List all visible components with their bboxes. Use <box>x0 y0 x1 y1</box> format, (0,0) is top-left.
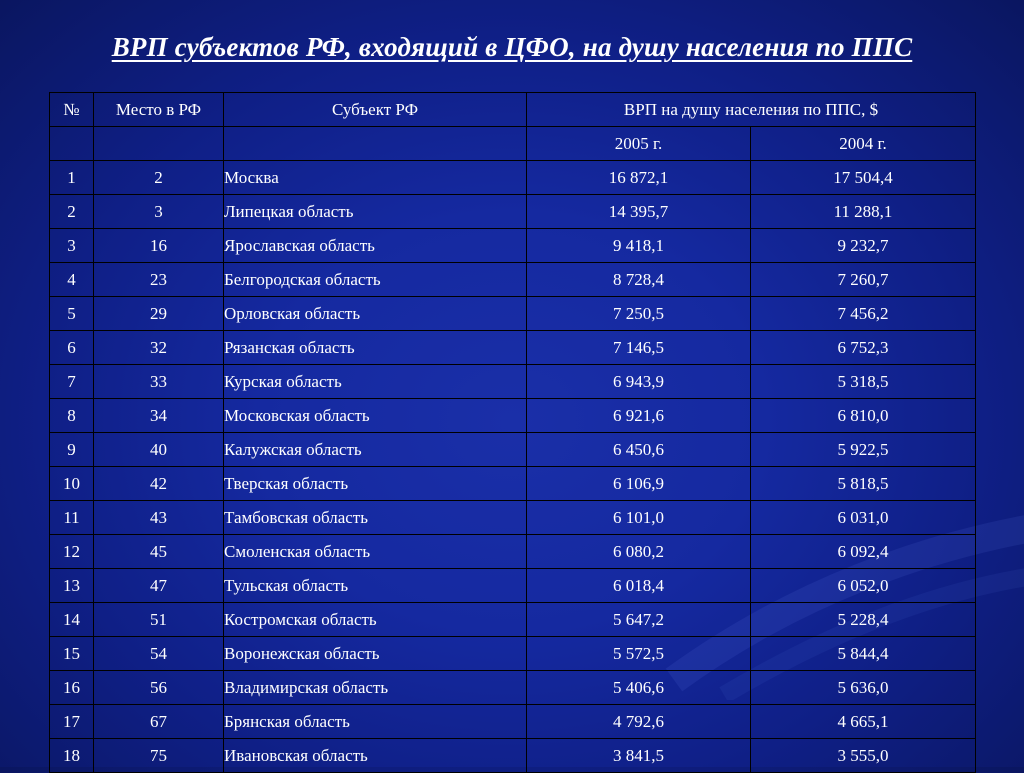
cell-grp-2004: 6 052,0 <box>751 569 976 603</box>
table-row <box>50 705 976 739</box>
cell-rank: 23 <box>94 263 224 297</box>
header-grp: ВРП на душу населения по ППС, $ <box>527 93 976 127</box>
cell-rank: 33 <box>94 365 224 399</box>
cell-num: 4 <box>50 263 94 297</box>
cell-rank: 75 <box>94 739 224 773</box>
cell-grp-2005: 6 018,4 <box>527 569 751 603</box>
cell-num: 14 <box>50 603 94 637</box>
cell-grp-2004: 6 031,0 <box>751 501 976 535</box>
cell-grp-2005: 16 872,1 <box>527 161 751 195</box>
cell-grp-2005: 9 418,1 <box>527 229 751 263</box>
table-row <box>50 331 976 365</box>
cell-subject: Тульская область <box>224 569 527 603</box>
cell-subject: Московская область <box>224 399 527 433</box>
table-row <box>50 637 976 671</box>
table-row <box>50 229 976 263</box>
cell-num: 11 <box>50 501 94 535</box>
cell-grp-2004: 7 260,7 <box>751 263 976 297</box>
cell-num: 2 <box>50 195 94 229</box>
cell-num: 16 <box>50 671 94 705</box>
table-row <box>50 467 976 501</box>
cell-grp-2005: 6 106,9 <box>527 467 751 501</box>
cell-rank: 40 <box>94 433 224 467</box>
cell-grp-2004: 6 752,3 <box>751 331 976 365</box>
cell-grp-2005: 5 572,5 <box>527 637 751 671</box>
cell-grp-2004: 17 504,4 <box>751 161 976 195</box>
cell-subject: Рязанская область <box>224 331 527 365</box>
cell-subject: Калужская область <box>224 433 527 467</box>
cell-grp-2005: 6 080,2 <box>527 535 751 569</box>
grp-table <box>49 92 976 773</box>
header-row <box>50 93 976 127</box>
cell-grp-2004: 5 818,5 <box>751 467 976 501</box>
cell-rank: 51 <box>94 603 224 637</box>
cell-rank: 56 <box>94 671 224 705</box>
header-year-2005: 2005 г. <box>527 127 751 161</box>
table-row <box>50 263 976 297</box>
cell-grp-2005: 8 728,4 <box>527 263 751 297</box>
cell-grp-2005: 14 395,7 <box>527 195 751 229</box>
header-blank-num <box>50 127 94 161</box>
table-row <box>50 603 976 637</box>
cell-subject: Курская область <box>224 365 527 399</box>
cell-grp-2004: 6 810,0 <box>751 399 976 433</box>
cell-grp-2005: 6 101,0 <box>527 501 751 535</box>
cell-rank: 54 <box>94 637 224 671</box>
cell-subject: Ивановская область <box>224 739 527 773</box>
cell-grp-2005: 6 943,9 <box>527 365 751 399</box>
cell-grp-2005: 3 841,5 <box>527 739 751 773</box>
table-row <box>50 161 976 195</box>
table-row <box>50 569 976 603</box>
header-num: № <box>50 93 94 127</box>
cell-rank: 45 <box>94 535 224 569</box>
header-subject: Субъект РФ <box>224 93 527 127</box>
header-rank: Место в РФ <box>94 93 224 127</box>
header-blank-rank <box>94 127 224 161</box>
table-row <box>50 671 976 705</box>
cell-rank: 34 <box>94 399 224 433</box>
header-blank-subject <box>224 127 527 161</box>
cell-grp-2004: 5 922,5 <box>751 433 976 467</box>
cell-subject: Смоленская область <box>224 535 527 569</box>
cell-rank: 3 <box>94 195 224 229</box>
cell-num: 15 <box>50 637 94 671</box>
cell-grp-2004: 9 232,7 <box>751 229 976 263</box>
cell-rank: 2 <box>94 161 224 195</box>
cell-grp-2004: 7 456,2 <box>751 297 976 331</box>
slide-title: ВРП субъектов РФ, входящий в ЦФО, на душу населения по ППС <box>111 32 913 62</box>
table-row <box>50 501 976 535</box>
cell-num: 9 <box>50 433 94 467</box>
cell-num: 5 <box>50 297 94 331</box>
header-year-2004: 2004 г. <box>751 127 976 161</box>
cell-num: 13 <box>50 569 94 603</box>
cell-num: 12 <box>50 535 94 569</box>
cell-grp-2005: 6 921,6 <box>527 399 751 433</box>
cell-subject: Белгородская область <box>224 263 527 297</box>
table-row <box>50 433 976 467</box>
cell-subject: Москва <box>224 161 527 195</box>
cell-rank: 43 <box>94 501 224 535</box>
cell-subject: Ярославская область <box>224 229 527 263</box>
cell-subject: Орловская область <box>224 297 527 331</box>
cell-rank: 47 <box>94 569 224 603</box>
cell-num: 1 <box>50 161 94 195</box>
cell-subject: Тамбовская область <box>224 501 527 535</box>
table-row <box>50 535 976 569</box>
cell-rank: 32 <box>94 331 224 365</box>
cell-grp-2004: 11 288,1 <box>751 195 976 229</box>
table-row <box>50 195 976 229</box>
cell-grp-2004: 5 636,0 <box>751 671 976 705</box>
cell-grp-2004: 4 665,1 <box>751 705 976 739</box>
cell-rank: 42 <box>94 467 224 501</box>
cell-num: 7 <box>50 365 94 399</box>
cell-num: 3 <box>50 229 94 263</box>
cell-num: 6 <box>50 331 94 365</box>
cell-grp-2005: 7 250,5 <box>527 297 751 331</box>
table-row <box>50 297 976 331</box>
header-years-row <box>50 127 976 161</box>
cell-grp-2004: 5 228,4 <box>751 603 976 637</box>
cell-num: 18 <box>50 739 94 773</box>
cell-subject: Воронежская область <box>224 637 527 671</box>
table-row <box>50 739 976 773</box>
cell-num: 10 <box>50 467 94 501</box>
cell-rank: 16 <box>94 229 224 263</box>
cell-subject: Костромская область <box>224 603 527 637</box>
cell-grp-2005: 6 450,6 <box>527 433 751 467</box>
cell-grp-2004: 6 092,4 <box>751 535 976 569</box>
table-row <box>50 399 976 433</box>
cell-num: 8 <box>50 399 94 433</box>
cell-grp-2005: 4 792,6 <box>527 705 751 739</box>
cell-grp-2004: 3 555,0 <box>751 739 976 773</box>
cell-subject: Брянская область <box>224 705 527 739</box>
cell-grp-2005: 5 647,2 <box>527 603 751 637</box>
cell-rank: 67 <box>94 705 224 739</box>
cell-subject: Тверская область <box>224 467 527 501</box>
table-row <box>50 365 976 399</box>
cell-grp-2005: 7 146,5 <box>527 331 751 365</box>
cell-subject: Липецкая область <box>224 195 527 229</box>
cell-grp-2005: 5 406,6 <box>527 671 751 705</box>
cell-subject: Владимирская область <box>224 671 527 705</box>
cell-grp-2004: 5 844,4 <box>751 637 976 671</box>
cell-rank: 29 <box>94 297 224 331</box>
cell-grp-2004: 5 318,5 <box>751 365 976 399</box>
cell-num: 17 <box>50 705 94 739</box>
